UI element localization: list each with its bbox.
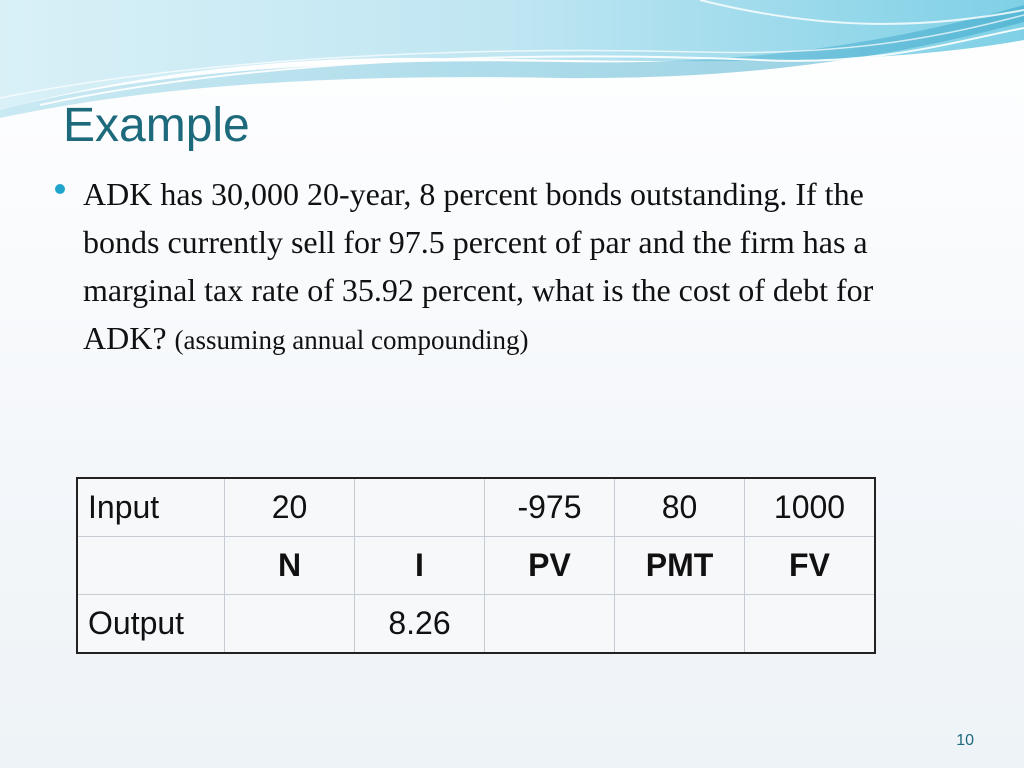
output-i: 8.26 <box>355 595 485 654</box>
page-number: 10 <box>956 732 974 749</box>
input-fv: 1000 <box>745 478 876 537</box>
bullet-icon <box>55 184 65 194</box>
input-n: 20 <box>225 478 355 537</box>
bullet-note: (assuming annual compounding) <box>174 325 529 355</box>
calculator-table <box>76 477 876 654</box>
key-n: N <box>225 537 355 595</box>
key-pv: PV <box>485 537 615 595</box>
input-label: Input <box>77 478 225 537</box>
input-row <box>77 478 875 537</box>
input-pmt: 80 <box>615 478 745 537</box>
slide-title: Example <box>63 99 250 152</box>
key-pmt: PMT <box>615 537 745 595</box>
input-pv: -975 <box>485 478 615 537</box>
bullet-item <box>55 170 895 364</box>
keys-row <box>77 537 875 595</box>
bullet-main-text: ADK has 30,000 20-year, 8 percent bonds outstanding. If the bonds currently sell for 97.5 percent of par and the firm has a marginal tax rate of 35.92 percent, what is the cost of debt for ADK? <box>83 176 874 356</box>
bullet-text <box>83 170 895 364</box>
output-pv <box>485 595 615 654</box>
output-fv <box>745 595 876 654</box>
output-row <box>77 595 875 654</box>
key-i: I <box>355 537 485 595</box>
output-label: Output <box>77 595 225 654</box>
key-fv: FV <box>745 537 876 595</box>
keys-label-empty <box>77 537 225 595</box>
output-pmt <box>615 595 745 654</box>
input-i <box>355 478 485 537</box>
output-n <box>225 595 355 654</box>
